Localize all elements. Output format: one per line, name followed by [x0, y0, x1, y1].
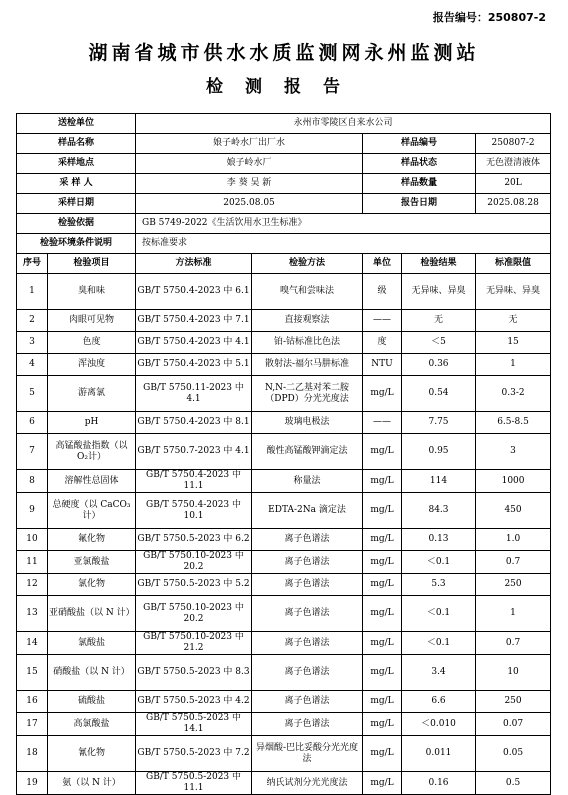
report-date-value: 2025.08.28 [476, 194, 551, 214]
env-label: 检验环境条件说明 [17, 234, 136, 254]
cell-limit: 15 [476, 332, 551, 354]
info-row-sample [17, 134, 551, 154]
sample-no-label: 样品编号 [363, 134, 476, 154]
col-method: 检验方法 [252, 254, 363, 274]
cell-std: GB/T 5750.4-2023 中 11.1 [136, 470, 252, 493]
cell-item: 臭和味 [48, 274, 136, 310]
info-row-basis [17, 214, 551, 234]
cell-std: GB/T 5750.7-2023 中 4.1 [136, 434, 252, 470]
qty-value: 20L [476, 174, 551, 194]
cell-method: 异烟酸-巴比妥酸分光光度法 [252, 736, 363, 772]
cell-result: 0.95 [402, 434, 476, 470]
basis-label: 检验依据 [17, 214, 136, 234]
cell-method: 酸性高锰酸钾滴定法 [252, 434, 363, 470]
cell-item: 总硬度（以 CaCO₃计） [48, 493, 136, 529]
cell-limit: 无异味、异臭 [476, 274, 551, 310]
cell-item: 浑浊度 [48, 354, 136, 376]
cell-method: EDTA-2Na 滴定法 [252, 493, 363, 529]
cell-no: 7 [17, 434, 48, 470]
table-row [17, 713, 551, 736]
table-row [17, 655, 551, 691]
col-std: 方法标准 [136, 254, 252, 274]
cell-limit: 6.5-8.5 [476, 412, 551, 434]
cell-method: 离子色谱法 [252, 551, 363, 574]
cell-result: 0.54 [402, 376, 476, 412]
cell-method: 离子色谱法 [252, 691, 363, 713]
cell-limit: 1 [476, 354, 551, 376]
cell-std: GB/T 5750.4-2023 中 5.1 [136, 354, 252, 376]
cell-result: ＜5 [402, 332, 476, 354]
cell-unit: mg/L [363, 551, 402, 574]
cell-limit: 250 [476, 574, 551, 596]
cell-method: 离子色谱法 [252, 596, 363, 632]
cell-result: 3.4 [402, 655, 476, 691]
cell-no: 19 [17, 772, 48, 795]
state-label: 样品状态 [363, 154, 476, 174]
sample-name-value: 娘子岭水厂出厂水 [136, 134, 363, 154]
cell-limit: 0.5 [476, 772, 551, 795]
cell-item: 高氯酸盐 [48, 713, 136, 736]
date-value: 2025.08.05 [136, 194, 363, 214]
sample-name-label: 样品名称 [17, 134, 136, 154]
cell-method: 离子色谱法 [252, 713, 363, 736]
cell-limit: 0.7 [476, 551, 551, 574]
info-row-unit [17, 114, 551, 134]
cell-result: 114 [402, 470, 476, 493]
report-subtitle: 检测报告 [206, 77, 362, 97]
cell-no: 4 [17, 354, 48, 376]
qty-label: 样品数量 [363, 174, 476, 194]
cell-no: 3 [17, 332, 48, 354]
cell-no: 11 [17, 551, 48, 574]
cell-unit: —— [363, 310, 402, 332]
sample-no-value: 250807-2 [476, 134, 551, 154]
cell-method: 离子色谱法 [252, 574, 363, 596]
cell-item: 硝酸盐（以 N 计） [48, 655, 136, 691]
cell-no: 5 [17, 376, 48, 412]
cell-item: 游离氯 [48, 376, 136, 412]
table-row [17, 434, 551, 470]
cell-unit: mg/L [363, 493, 402, 529]
cell-std: GB/T 5750.5-2023 中 5.2 [136, 574, 252, 596]
report-title: 湖南省城市供水水质监测网永州监测站 [88, 42, 480, 64]
cell-item: 亚硝酸盐（以 N 计） [48, 596, 136, 632]
cell-limit: 1.0 [476, 529, 551, 551]
cell-std: GB/T 5750.10-2023 中 20.2 [136, 551, 252, 574]
cell-no: 14 [17, 632, 48, 655]
cell-method: 纳氏试剂分光光度法 [252, 772, 363, 795]
cell-result: 无异味、异臭 [402, 274, 476, 310]
cell-method: 离子色谱法 [252, 655, 363, 691]
cell-item: 硫酸盐 [48, 691, 136, 713]
cell-std: GB/T 5750.5-2023 中 6.2 [136, 529, 252, 551]
cell-no: 10 [17, 529, 48, 551]
cell-limit: 3 [476, 434, 551, 470]
unit-label: 送检单位 [17, 114, 136, 134]
cell-limit: 0.3-2 [476, 376, 551, 412]
column-header-row [17, 254, 551, 274]
cell-unit: mg/L [363, 655, 402, 691]
table-row [17, 632, 551, 655]
cell-unit: —— [363, 412, 402, 434]
cell-unit: NTU [363, 354, 402, 376]
cell-no: 9 [17, 493, 48, 529]
cell-std: GB/T 5750.5-2023 中 11.1 [136, 772, 252, 795]
cell-no: 16 [17, 691, 48, 713]
cell-unit: mg/L [363, 470, 402, 493]
table-row [17, 529, 551, 551]
cell-no: 2 [17, 310, 48, 332]
cell-item: 氟化物 [48, 529, 136, 551]
env-value: 按标准要求 [136, 234, 551, 254]
cell-method: 称量法 [252, 470, 363, 493]
table-row [17, 596, 551, 632]
cell-no: 6 [17, 412, 48, 434]
cell-result: 0.13 [402, 529, 476, 551]
site-label: 采样地点 [17, 154, 136, 174]
cell-unit: mg/L [363, 529, 402, 551]
table-row [17, 332, 551, 354]
sampler-label: 采 样 人 [17, 174, 136, 194]
basis-value: GB 5749-2022《生活饮用水卫生标准》 [136, 214, 551, 234]
cell-no: 1 [17, 274, 48, 310]
cell-limit: 1 [476, 596, 551, 632]
cell-limit: 10 [476, 655, 551, 691]
site-value: 娘子岭水厂 [136, 154, 363, 174]
cell-item: pH [48, 412, 136, 434]
col-no: 序号 [17, 254, 48, 274]
cell-result: 无 [402, 310, 476, 332]
cell-item: 色度 [48, 332, 136, 354]
col-result: 检验结果 [402, 254, 476, 274]
date-label: 采样日期 [17, 194, 136, 214]
cell-item: 氰化物 [48, 736, 136, 772]
table-row [17, 493, 551, 529]
cell-std: GB/T 5750.11-2023 中 4.1 [136, 376, 252, 412]
info-row-env [17, 234, 551, 254]
cell-no: 18 [17, 736, 48, 772]
cell-unit: mg/L [363, 713, 402, 736]
cell-method: 离子色谱法 [252, 529, 363, 551]
cell-method: 直接观察法 [252, 310, 363, 332]
report-date-label: 报告日期 [363, 194, 476, 214]
table-row [17, 310, 551, 332]
cell-std: GB/T 5750.4-2023 中 10.1 [136, 493, 252, 529]
info-row-date [17, 194, 551, 214]
report-number-value: 250807-2 [487, 11, 546, 24]
cell-result: 7.75 [402, 412, 476, 434]
cell-method: 离子色谱法 [252, 632, 363, 655]
cell-std: GB/T 5750.4-2023 中 8.1 [136, 412, 252, 434]
unit-value: 永州市零陵区自来水公司 [136, 114, 551, 134]
cell-std: GB/T 5750.10-2023 中 20.2 [136, 596, 252, 632]
cell-result: 0.011 [402, 736, 476, 772]
cell-std: GB/T 5750.4-2023 中 4.1 [136, 332, 252, 354]
table-row [17, 412, 551, 434]
cell-method: 铂-钴标准比色法 [252, 332, 363, 354]
table-row [17, 274, 551, 310]
cell-result: ＜0.010 [402, 713, 476, 736]
table-row [17, 574, 551, 596]
cell-limit: 0.7 [476, 632, 551, 655]
cell-limit: 0.05 [476, 736, 551, 772]
cell-item: 氯酸盐 [48, 632, 136, 655]
cell-std: GB/T 5750.5-2023 中 8.3 [136, 655, 252, 691]
cell-method: 嗅气和尝味法 [252, 274, 363, 310]
cell-item: 亚氯酸盐 [48, 551, 136, 574]
col-limit: 标准限值 [476, 254, 551, 274]
cell-unit: 度 [363, 332, 402, 354]
cell-std: GB/T 5750.10-2023 中 21.2 [136, 632, 252, 655]
cell-std: GB/T 5750.4-2023 中 7.1 [136, 310, 252, 332]
cell-unit: mg/L [363, 434, 402, 470]
cell-unit: mg/L [363, 574, 402, 596]
table-row [17, 376, 551, 412]
cell-std: GB/T 5750.5-2023 中 14.1 [136, 713, 252, 736]
cell-std: GB/T 5750.4-2023 中 6.1 [136, 274, 252, 310]
cell-result: 0.36 [402, 354, 476, 376]
cell-item: 肉眼可见物 [48, 310, 136, 332]
cell-unit: mg/L [363, 691, 402, 713]
cell-result: 0.16 [402, 772, 476, 795]
col-unit: 单位 [363, 254, 402, 274]
cell-limit: 0.07 [476, 713, 551, 736]
table-row [17, 736, 551, 772]
report-table [16, 113, 551, 795]
cell-item: 氨（以 N 计） [48, 772, 136, 795]
cell-result: 84.3 [402, 493, 476, 529]
table-row [17, 354, 551, 376]
cell-item: 高锰酸盐指数（以 O₂计） [48, 434, 136, 470]
cell-unit: mg/L [363, 596, 402, 632]
table-row [17, 470, 551, 493]
cell-unit: mg/L [363, 772, 402, 795]
info-row-site [17, 154, 551, 174]
report-number-label: 报告编号： [432, 11, 488, 24]
cell-no: 13 [17, 596, 48, 632]
state-value: 无色澄清液体 [476, 154, 551, 174]
col-item: 检验项目 [48, 254, 136, 274]
cell-unit: mg/L [363, 376, 402, 412]
info-row-sampler [17, 174, 551, 194]
report-number [433, 9, 546, 25]
cell-limit: 250 [476, 691, 551, 713]
cell-unit: 级 [363, 274, 402, 310]
cell-limit: 1000 [476, 470, 551, 493]
cell-limit: 无 [476, 310, 551, 332]
cell-unit: mg/L [363, 632, 402, 655]
cell-result: ＜0.1 [402, 551, 476, 574]
cell-no: 17 [17, 713, 48, 736]
cell-method: 玻璃电极法 [252, 412, 363, 434]
cell-unit: mg/L [363, 736, 402, 772]
cell-limit: 450 [476, 493, 551, 529]
cell-result: ＜0.1 [402, 596, 476, 632]
cell-no: 12 [17, 574, 48, 596]
sampler-value: 李 葵 吴 新 [136, 174, 363, 194]
cell-result: 6.6 [402, 691, 476, 713]
table-row [17, 691, 551, 713]
cell-no: 8 [17, 470, 48, 493]
cell-item: 氯化物 [48, 574, 136, 596]
cell-std: GB/T 5750.5-2023 中 7.2 [136, 736, 252, 772]
cell-result: ＜0.1 [402, 632, 476, 655]
cell-item: 溶解性总固体 [48, 470, 136, 493]
table-row [17, 551, 551, 574]
cell-method: N,N-二乙基对苯二胺（DPD）分光光度法 [252, 376, 363, 412]
cell-no: 15 [17, 655, 48, 691]
table-row [17, 772, 551, 795]
cell-std: GB/T 5750.5-2023 中 4.2 [136, 691, 252, 713]
cell-result: 5.3 [402, 574, 476, 596]
cell-method: 散射法-福尔马肼标准 [252, 354, 363, 376]
